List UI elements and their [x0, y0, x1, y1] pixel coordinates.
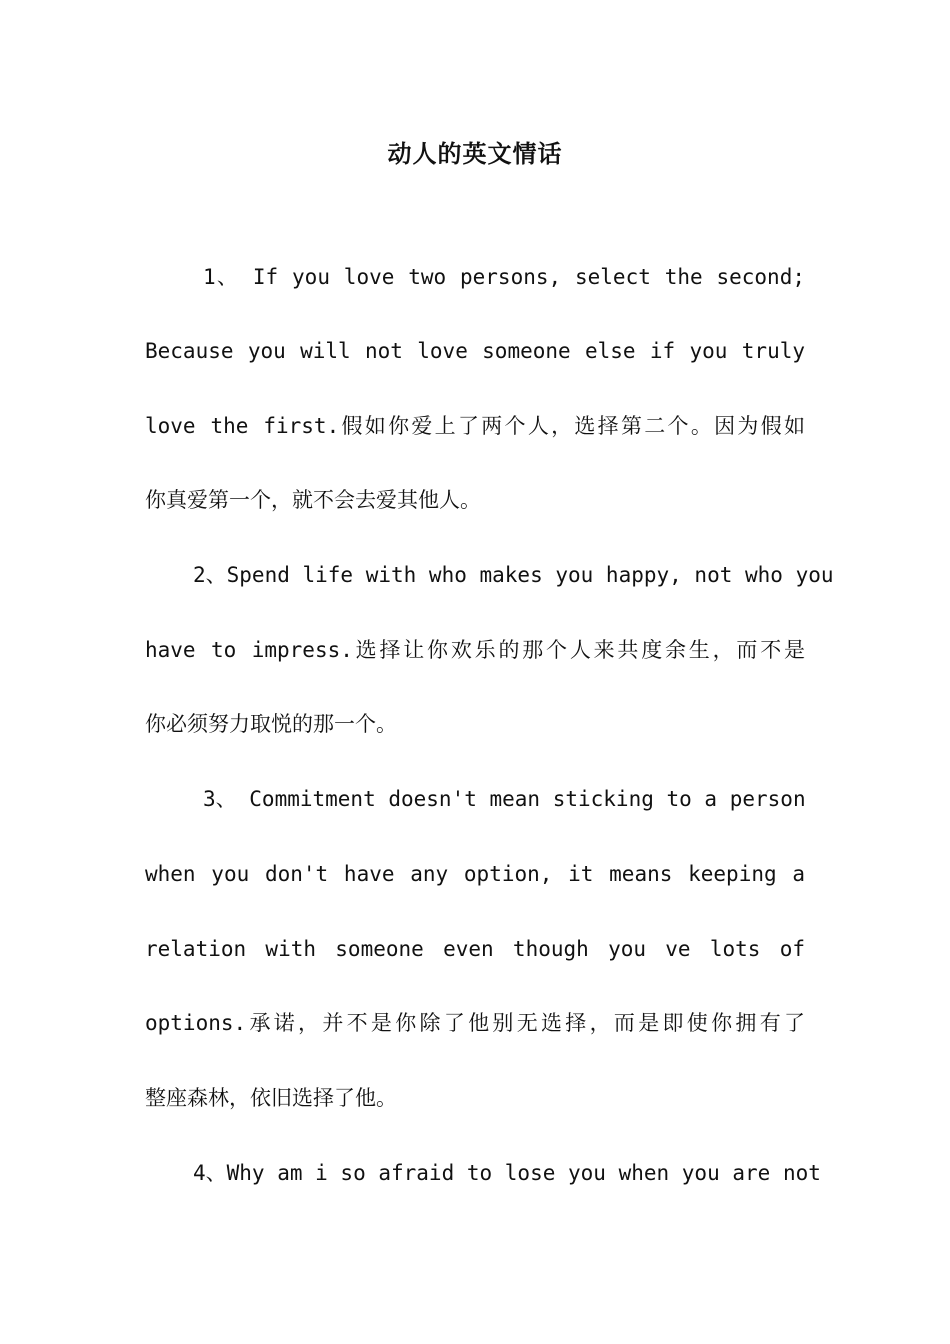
paragraph-1-line-1: 1、 If you love two persons, select the second;	[203, 265, 805, 289]
paragraph-4-line-1: 4、Why am i so afraid to lose you when you are not	[193, 1161, 821, 1185]
paragraph-3-line-5: 整座森林，依旧选择了他。	[145, 1086, 397, 1110]
paragraph-1-line-2: Because you will not love someone else if you truly	[145, 339, 805, 363]
paragraph-3-line-3: relation with someone even though you ve lots of	[145, 937, 805, 961]
paragraph-3-line-2: when you don't have any option, it means keeping a	[145, 862, 805, 886]
paragraph-2-line-2: have to impress.选择让你欢乐的那个人来共度余生，而不是	[145, 638, 805, 662]
document-title: 动人的英文情话	[387, 140, 563, 168]
paragraph-3-line-1: 3、 Commitment doesn't mean sticking to a person	[203, 787, 806, 811]
paragraph-3-line-4: options.承诺，并不是你除了他别无选择，而是即使你拥有了	[145, 1011, 805, 1035]
paragraph-1-line-3: love the first.假如你爱上了两个人，选择第二个。因为假如	[145, 414, 805, 438]
paragraph-2-line-1: 2、Spend life with who makes you happy, not who you	[193, 563, 834, 587]
paragraph-2-line-3: 你必须努力取悦的那一个。	[145, 712, 397, 736]
paragraph-1-line-4: 你真爱第一个，就不会去爱其他人。	[145, 488, 481, 512]
